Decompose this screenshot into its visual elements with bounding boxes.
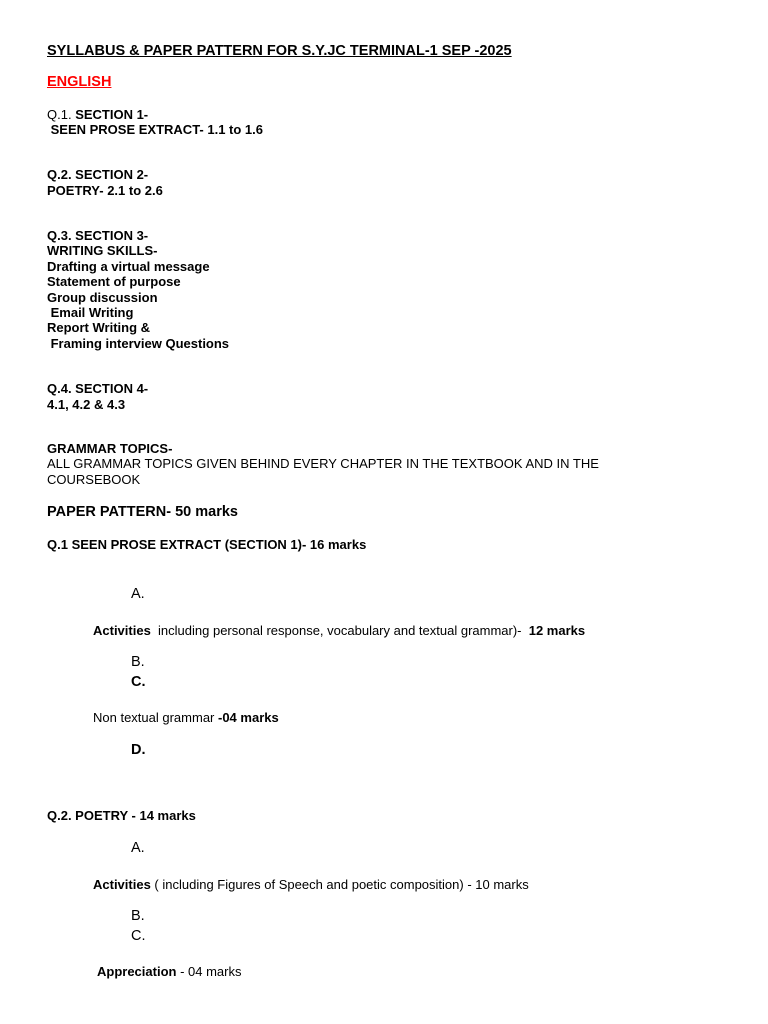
q2-appreciation-text: - 04 marks	[176, 964, 242, 979]
q2-section-heading: Q.2. SECTION 2-	[47, 167, 149, 182]
q2-activities-label: Activities	[93, 877, 151, 892]
q1-pattern-heading: Q.1 SEEN PROSE EXTRACT (SECTION 1)- 16 marks	[47, 537, 367, 552]
q2-appreciation-label: Appreciation	[97, 964, 177, 979]
document-title: SYLLABUS & PAPER PATTERN FOR S.Y.JC TERMINAL-1 SEP -2025	[47, 43, 512, 59]
subject-heading: ENGLISH	[47, 74, 112, 90]
grammar-heading: GRAMMAR TOPICS-	[47, 441, 173, 456]
q1-activities-text: including personal response, vocabulary and textual grammar)-	[150, 623, 529, 638]
q1-activities-line	[93, 623, 585, 638]
q1-section-detail: SEEN PROSE EXTRACT- 1.1 to 1.6	[47, 122, 263, 137]
q1-letter-c: C.	[131, 674, 146, 690]
q3-item: Framing interview Questions	[47, 336, 230, 351]
q1-activities-marks: 12 marks	[528, 623, 586, 638]
q3-item: Group discussion	[47, 290, 158, 305]
grammar-text-line-2: COURSEBOOK	[47, 472, 141, 487]
q1-letter-b: B.	[131, 654, 145, 670]
q2-appreciation-line	[97, 964, 241, 979]
q2-section-detail: POETRY- 2.1 to 2.6	[47, 183, 163, 198]
q4-section-heading: Q.4. SECTION 4-	[47, 381, 149, 396]
q1-nontextual-line	[93, 710, 279, 725]
q1-section-heading	[47, 107, 148, 122]
q3-item: Statement of purpose	[47, 274, 181, 289]
q3-item: Report Writing &	[47, 320, 151, 335]
paper-pattern-heading: PAPER PATTERN- 50 marks	[47, 504, 238, 520]
q3-item: Drafting a virtual message	[47, 259, 210, 274]
q3-item: Email Writing	[47, 305, 134, 320]
grammar-text-line-1: ALL GRAMMAR TOPICS GIVEN BEHIND EVERY CHAPTER IN THE TEXTBOOK AND IN THE	[47, 456, 599, 471]
q2-letter-b: B.	[131, 908, 145, 924]
q3-section-heading: Q.3. SECTION 3-	[47, 228, 149, 243]
q4-section-detail: 4.1, 4.2 & 4.3	[47, 397, 126, 412]
q2-activities-line	[93, 877, 529, 892]
q1-activities-label: Activities	[93, 623, 151, 638]
q1-section-label: SECTION 1-	[75, 107, 149, 122]
q2-pattern-heading: Q.2. POETRY - 14 marks	[47, 808, 196, 823]
q2-letter-c: C.	[131, 928, 146, 944]
q1-prefix: Q.1.	[47, 107, 76, 122]
q1-letter-d: D.	[131, 742, 146, 758]
q2-letter-a: A.	[131, 840, 145, 856]
q2-activities-text: ( including Figures of Speech and poetic composition) - 10 marks	[150, 877, 529, 892]
q1-letter-a: A.	[131, 586, 145, 602]
q1-nontextual-marks: -04 marks	[218, 710, 279, 725]
q3-writing-skills: WRITING SKILLS-	[47, 243, 158, 258]
q1-nontextual-text: Non textual grammar	[93, 710, 218, 725]
